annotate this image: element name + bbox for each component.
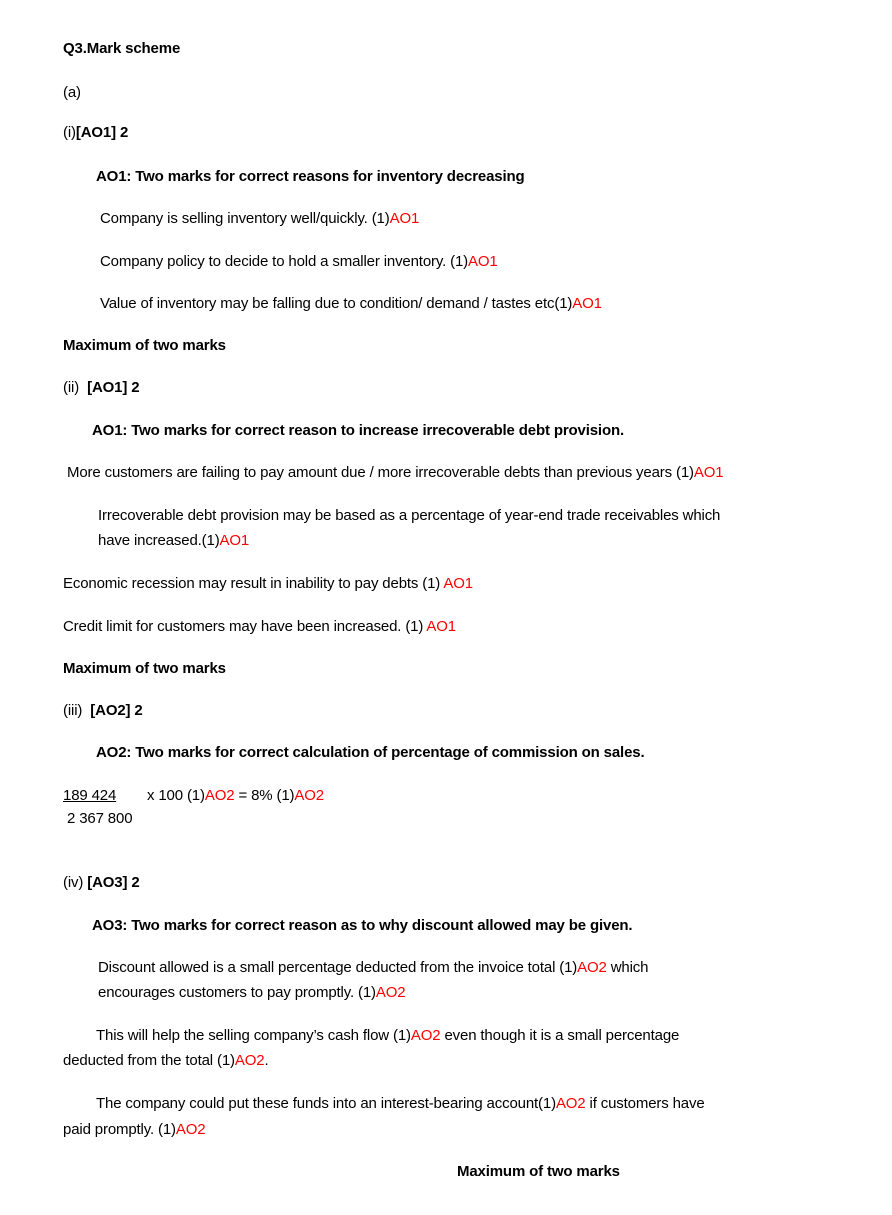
part-label: (a) [63, 84, 81, 101]
ao-tag: AO2 [555, 1095, 586, 1112]
ao-tag: AO1 [572, 295, 602, 312]
point-text: More customers are failing to pay amount due / more irrecoverable debts than previous years (1) [67, 464, 694, 481]
point-text: which [606, 959, 649, 976]
subpart-ii-heading: AO1: Two marks for correct reason to increase irrecoverable debt provision. [92, 422, 624, 439]
point-text: encourages customers to pay promptly. (1) [98, 984, 376, 1001]
point-text: even though it is a small percentage [440, 1027, 680, 1044]
ao-tag: AO2 [204, 787, 235, 804]
ao-tag: AO2 [175, 1121, 206, 1138]
ao-tag: AO1 [219, 532, 250, 549]
fraction-denominator: 2 367 800 [67, 810, 133, 827]
ao-tag: AO2 [410, 1027, 441, 1044]
point-text: have increased.(1) [98, 532, 220, 549]
max-marks-note: Maximum of two marks [63, 660, 226, 677]
subpart-i-heading: AO1: Two marks for correct reasons for inventory decreasing [96, 168, 525, 185]
point-text: Company policy to decide to hold a smaller inventory. (1) [100, 253, 469, 270]
subpart-i-label [63, 123, 128, 143]
subpart-iii-heading: AO2: Two marks for correct calculation of percentage of commission on sales. [96, 744, 645, 761]
ao-tag: AO2 [577, 959, 607, 976]
point-text: Economic recession may result in inability to pay debts (1) [63, 575, 444, 592]
subpart-iv-label [63, 873, 140, 893]
point-text: paid promptly. (1) [63, 1121, 176, 1138]
calc-text: x 100 (1) [147, 787, 205, 804]
mark-point [67, 463, 723, 483]
mark-point [96, 1026, 679, 1046]
ao-tag: AO1 [426, 618, 456, 635]
ao-tag: AO1 [389, 210, 420, 227]
ao-code: [AO2] 2 [90, 702, 143, 719]
ao-tag: AO1 [468, 253, 498, 270]
point-text: Credit limit for customers may have been increased. (1) [63, 618, 427, 635]
mark-point [100, 294, 602, 314]
mark-point-cont [63, 1051, 269, 1071]
point-text: . [264, 1052, 269, 1069]
point-text: Value of inventory may be falling due to condition/ demand / tastes etc(1) [100, 295, 573, 312]
ao-tag: AO2 [375, 984, 406, 1001]
ao-code: [AO3] 2 [87, 874, 140, 891]
mark-point-cont [98, 983, 405, 1003]
point-text: Discount allowed is a small percentage deducted from the invoice total (1) [98, 959, 578, 976]
label: (ii) [63, 379, 80, 396]
subpart-ii-label [63, 378, 139, 398]
mark-point [100, 209, 419, 229]
subpart-iv-heading: AO3: Two marks for correct reason as to why discount allowed may be given. [92, 917, 633, 934]
mark-point [96, 1094, 705, 1114]
ao-tag: AO1 [443, 575, 473, 592]
fraction-numerator: 189 424 [63, 787, 117, 804]
max-marks-note: Maximum of two marks [63, 337, 226, 354]
ao-tag: AO1 [693, 464, 724, 481]
ao-tag: AO2 [234, 1052, 265, 1069]
document-title: Q3.Mark scheme [63, 40, 181, 57]
subpart-iii-label [63, 701, 143, 721]
ao-code: [AO1] 2 [87, 379, 140, 396]
mark-point: Irrecoverable debt provision may be based as a percentage of year-end trade receivables which [98, 507, 721, 524]
mark-point [63, 574, 473, 594]
max-marks-note: Maximum of two marks [457, 1163, 620, 1180]
mark-point-cont [63, 1120, 205, 1140]
ao-tag: AO2 [294, 787, 324, 804]
point-text: if customers have [585, 1095, 705, 1112]
label: (i) [63, 124, 76, 141]
ao-code: [AO1] 2 [75, 124, 129, 141]
calc-text: = 8% (1) [234, 787, 295, 804]
mark-point [63, 617, 456, 637]
point-text: This will help the selling company’s cash flow (1) [96, 1027, 411, 1044]
mark-point-cont [98, 531, 249, 551]
calculation [147, 786, 324, 806]
label: (iv) [63, 874, 84, 891]
mark-point [98, 958, 648, 978]
point-text: The company could put these funds into an interest-bearing account(1) [96, 1095, 556, 1112]
point-text: deducted from the total (1) [63, 1052, 235, 1069]
point-text: Company is selling inventory well/quickly. (1) [100, 210, 390, 227]
label: (iii) [63, 702, 83, 719]
mark-point [100, 252, 498, 272]
